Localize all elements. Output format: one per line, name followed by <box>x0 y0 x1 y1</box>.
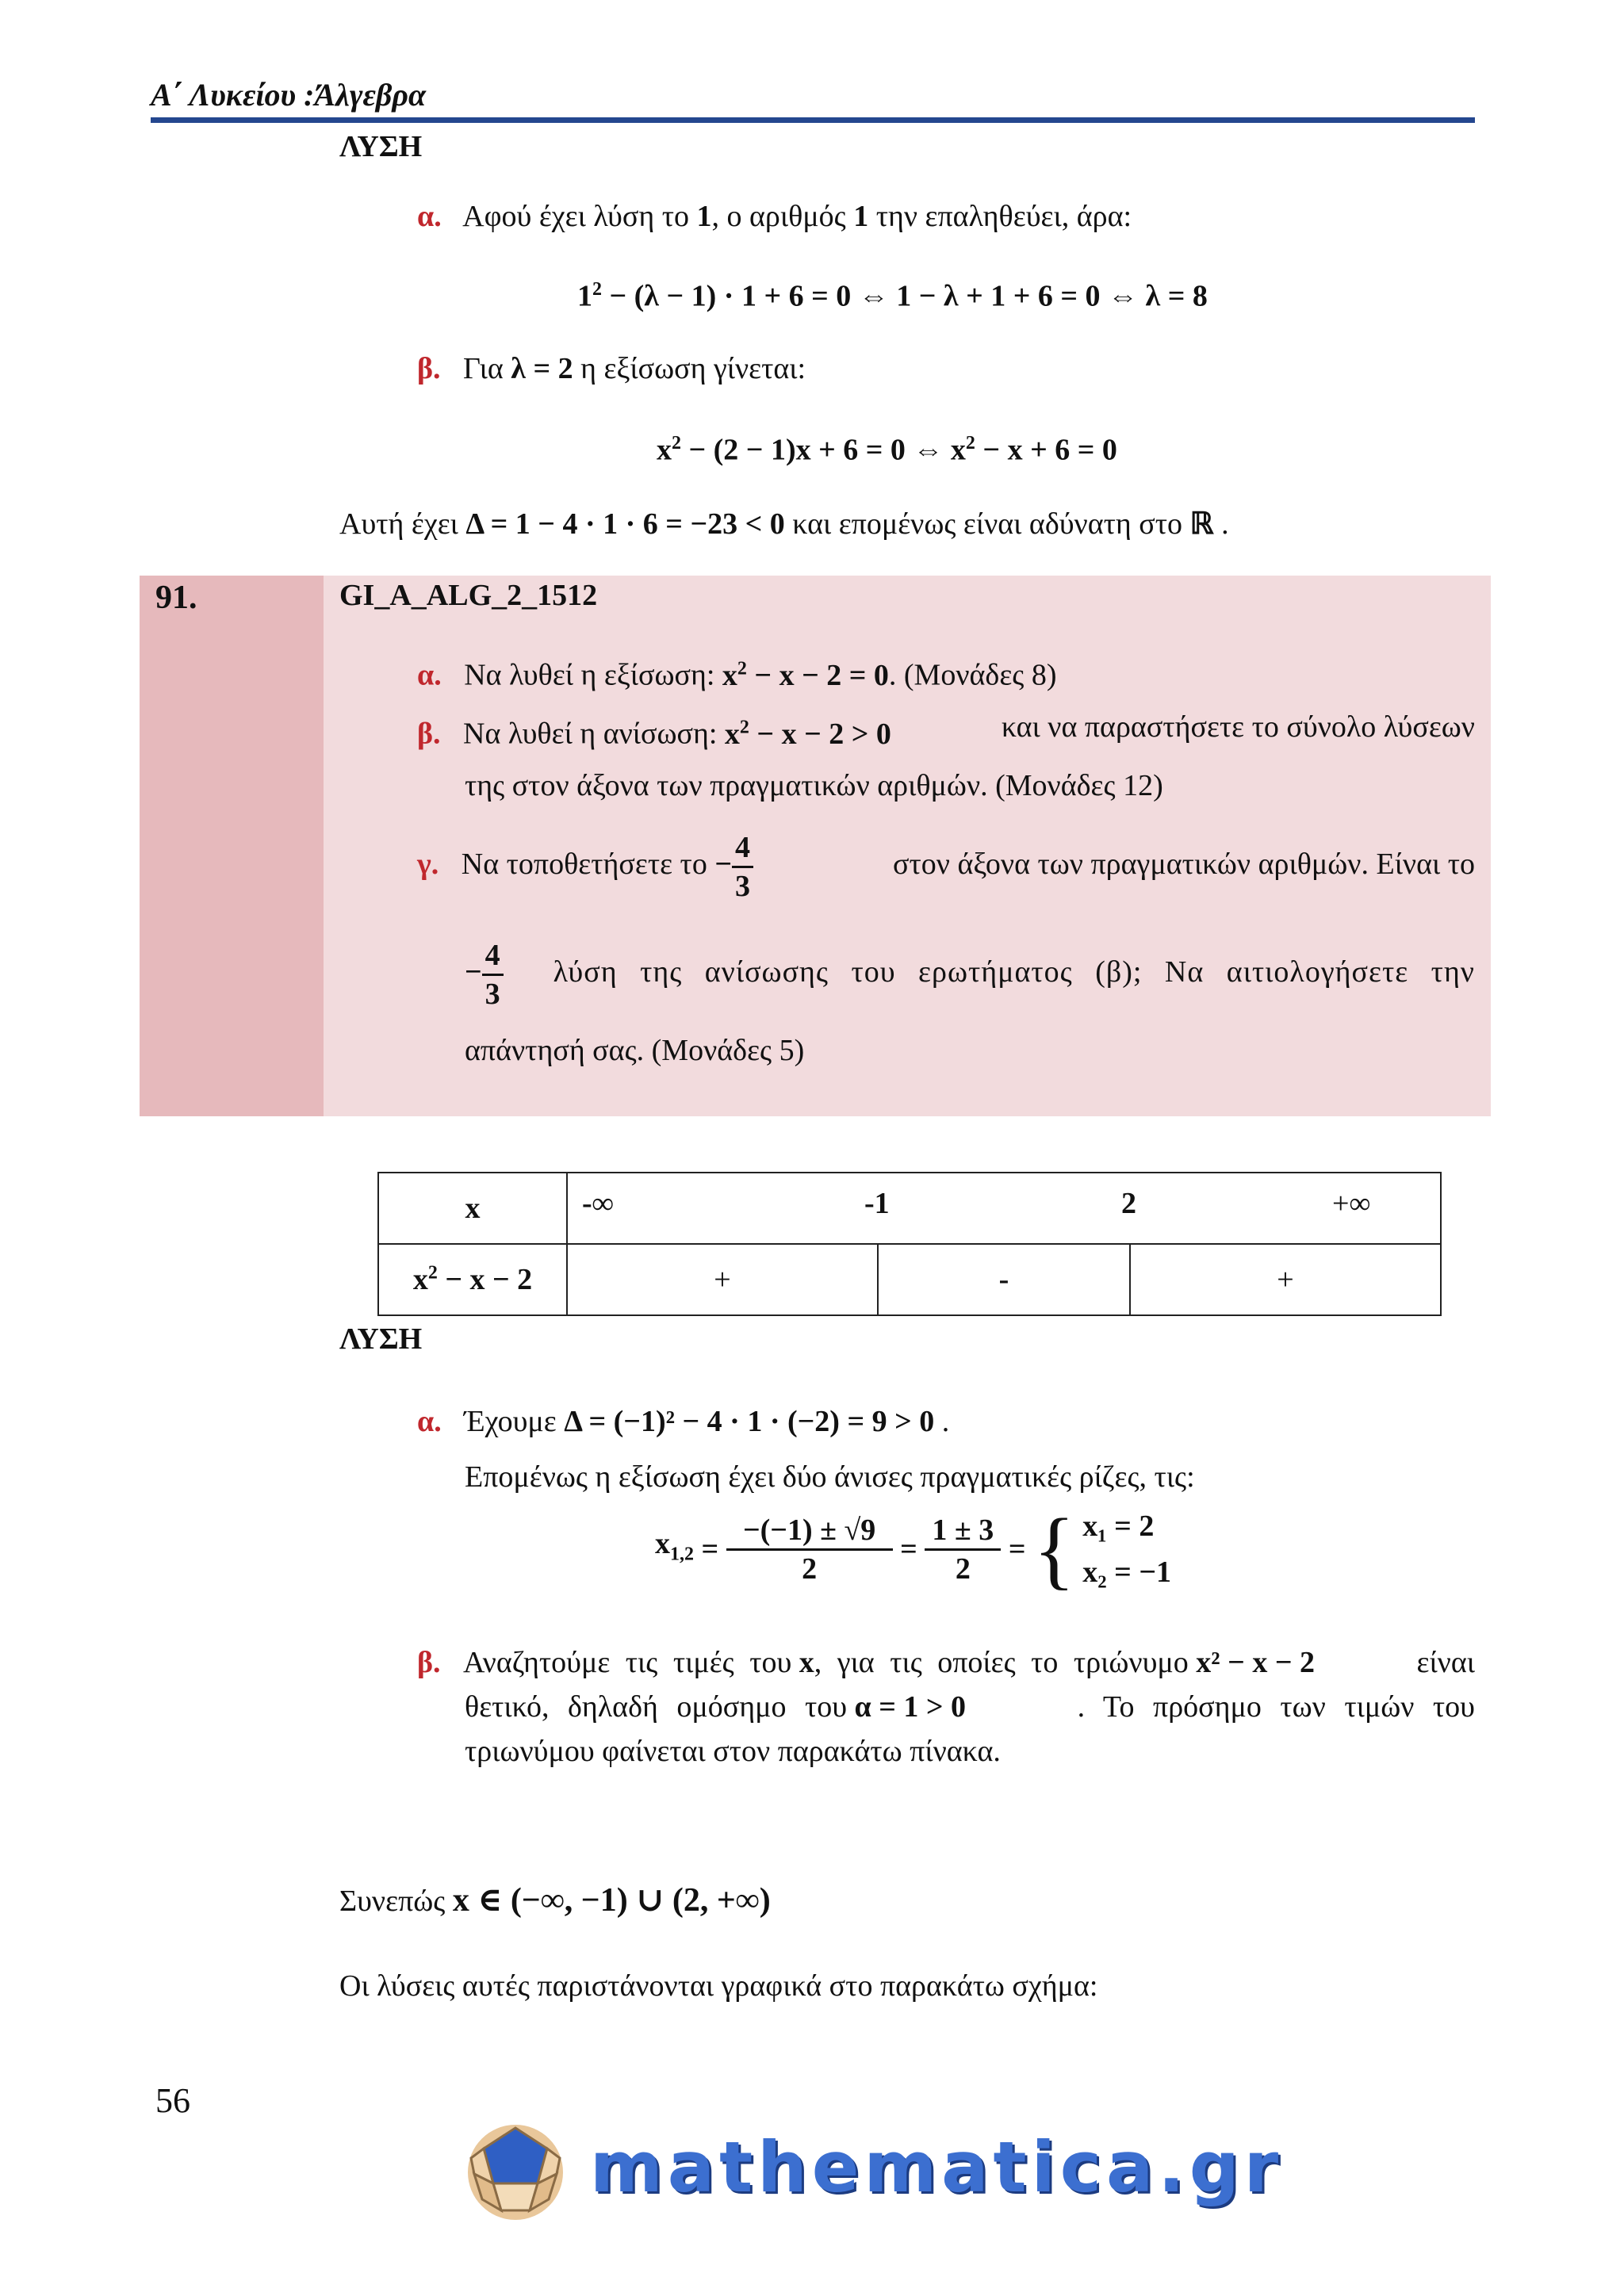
part-label: β. <box>417 717 441 751</box>
math: x <box>799 1646 814 1679</box>
text: Να λυθεί η ανίσωση: <box>463 717 718 751</box>
point-root-1: -1 <box>864 1187 890 1220</box>
text: Να τοποθετήσετε το <box>461 848 707 881</box>
math: − x − 2 <box>437 1263 533 1296</box>
math: Δ = (−1)² − 4 · 1 · (−2) = 9 > 0 <box>564 1405 935 1438</box>
text: . <box>1221 507 1229 541</box>
numerator: 1 ± 3 <box>925 1512 1001 1551</box>
text: την επαληθεύει, άρα: <box>875 200 1132 233</box>
math: 1 <box>853 200 869 233</box>
solution2-therefore <box>339 1881 771 1921</box>
page-number: 56 <box>155 2081 190 2120</box>
math: x <box>722 658 737 692</box>
sign-table <box>377 1172 1442 1316</box>
point-minus-infinity: -∞ <box>582 1187 614 1220</box>
solution2-part-b-line1 <box>417 1643 1475 1682</box>
equals-sign: = <box>1008 1533 1026 1566</box>
text: Αφού έχει λύση το <box>462 200 689 233</box>
exercise-number: 91. <box>155 580 197 616</box>
exercise-part-b-line2: της στον άξονα των πραγματικών αριθμών. (Μονάδες 12) <box>465 769 1163 802</box>
point-root-2: 2 <box>1121 1187 1136 1220</box>
math: x <box>655 1527 670 1561</box>
superscript: 2 <box>427 1262 438 1284</box>
fraction <box>925 1512 1001 1587</box>
math: 1 <box>696 200 712 233</box>
math: − x + 6 = 0 <box>975 433 1117 467</box>
text: , ο αριθμός <box>711 200 846 233</box>
solution2-part-b-line2 <box>465 1687 1475 1727</box>
text: Για <box>463 352 504 385</box>
math: α = 1 > 0 <box>854 1690 967 1724</box>
math: x ∈ (−∞, −1) ∪ (2, +∞) <box>452 1882 771 1919</box>
exercise-part-c-line3: απάντησή σας. (Μονάδες 5) <box>465 1034 805 1067</box>
math: x <box>657 433 672 467</box>
text: Συνεπώς <box>339 1885 446 1918</box>
solution1-part-a <box>417 197 1132 236</box>
math: − (λ − 1) · 1 + 6 = 0 ⇔ 1 − λ + 1 + 6 = 0 ⇔ λ = 8 <box>602 279 1208 313</box>
equals-sign: = <box>900 1533 917 1566</box>
solution2-final-text: Οι λύσεις αυτές παριστάνονται γραφικά στο παρακάτω σχήμα: <box>339 1969 1098 2003</box>
text: . <box>941 1405 950 1438</box>
text: . Το πρόσημο των τιμών του <box>1077 1690 1475 1724</box>
part-label: β. <box>417 1646 441 1679</box>
minus-sign: − <box>465 955 482 989</box>
denominator: 2 <box>955 1552 971 1586</box>
numerator: 4 <box>482 937 504 976</box>
superscript: 2 <box>737 658 747 679</box>
math: − x − 2 > 0 <box>749 717 891 751</box>
text: και να παραστήσετε το σύνολο λύσεων <box>1001 710 1475 744</box>
superscript: 2 <box>965 433 975 453</box>
part-label: α. <box>417 1405 442 1438</box>
text: στον άξονα των πραγματικών αριθμών. Είναι το <box>893 848 1475 881</box>
text: Αυτή έχει <box>339 507 458 541</box>
text: Αναζητούμε τις τιμές του <box>463 1646 792 1679</box>
solution2-part-b-line3: τριωνύμου φαίνεται στον παρακάτω πίνακα. <box>465 1735 1001 1768</box>
text: λύση της ανίσωσης του ερωτήματος (β); Να αιτιολογήσετε την <box>553 955 1475 989</box>
solution2-part-a <box>417 1402 949 1441</box>
roots-list <box>1082 1503 1171 1595</box>
text: . (Μονάδες 8) <box>888 658 1057 692</box>
root: x₂ = −1 <box>1082 1556 1171 1589</box>
set-symbol: ℝ <box>1189 507 1214 541</box>
part-label: α. <box>417 658 442 692</box>
solution1-equation-b <box>657 423 1117 470</box>
text: θετικό, δηλαδή ομόσημο του <box>465 1690 848 1724</box>
page-header-title: Α΄ Λυκείου :Άλγεβρα <box>151 77 427 113</box>
math: λ = 2 <box>511 352 573 385</box>
exercise-part-c <box>417 825 1475 905</box>
math <box>655 1524 694 1575</box>
denominator: 2 <box>802 1552 818 1586</box>
row-label-trinomial <box>378 1244 567 1315</box>
subscript: 1,2 <box>670 1544 694 1565</box>
fraction <box>726 1512 893 1587</box>
roots-formula <box>655 1501 1171 1598</box>
solution-heading: ΛΥΣΗ <box>339 1322 423 1356</box>
sign-cell: + <box>1130 1244 1441 1315</box>
exercise-code: GI_A_ALG_2_1512 <box>339 579 598 612</box>
superscript: 2 <box>739 717 749 737</box>
solution1-part-b <box>417 349 806 388</box>
math <box>722 659 889 692</box>
table-row <box>378 1173 1441 1244</box>
exercise-number-cell <box>140 576 324 1116</box>
denominator: 3 <box>485 977 500 1011</box>
polyhedron-logo-icon <box>465 2122 566 2223</box>
solution2-part-a-line2: Επομένως η εξίσωση έχει δύο άνισες πραγματικές ρίζες, τις: <box>465 1460 1195 1494</box>
sign-cell: - <box>878 1244 1130 1315</box>
table-row <box>378 1244 1441 1315</box>
site-logo-text: mathematica.gr <box>590 2126 1284 2208</box>
sign-cell: + <box>567 1244 878 1315</box>
text: και επομένως είναι αδύνατη στο <box>792 507 1183 541</box>
superscript: 2 <box>592 279 602 300</box>
math: − (2 − 1)x + 6 = 0 ⇔ x <box>681 433 966 467</box>
brace-icon: { <box>1032 1501 1075 1598</box>
minus-sign: − <box>714 848 732 881</box>
root: x₁ = 2 <box>1082 1510 1155 1543</box>
denominator: 3 <box>735 869 750 903</box>
fraction <box>482 937 504 1012</box>
solution-heading: ΛΥΣΗ <box>339 130 423 163</box>
superscript: 2 <box>672 433 681 453</box>
header-rule <box>151 117 1475 123</box>
math: x <box>412 1263 428 1296</box>
text: Να λυθεί η εξίσωση: <box>464 658 715 692</box>
math: − x − 2 = 0 <box>746 658 889 692</box>
text: Έχουμε <box>464 1405 557 1438</box>
exercise-part-a <box>417 649 1057 695</box>
text: , για τις οποίες το τριώνυμο <box>814 1646 1189 1679</box>
text: η εξίσωση γίνεται: <box>580 352 806 385</box>
solution1-conclusion <box>339 504 1229 544</box>
part-label: γ. <box>417 848 439 881</box>
x-points-cell <box>567 1173 1441 1244</box>
fraction <box>732 829 753 905</box>
math: 1 <box>577 279 592 313</box>
math: x² − x − 2 <box>1196 1646 1315 1679</box>
numerator: −(−1) ± √9 <box>726 1512 893 1551</box>
equals-sign: = <box>701 1533 719 1566</box>
math: Δ = 1 − 4 · 1 · 6 = −23 < 0 <box>465 507 785 541</box>
solution1-equation-a <box>577 270 1208 316</box>
point-plus-infinity: +∞ <box>1332 1187 1371 1220</box>
math: x <box>724 717 740 751</box>
part-label: β. <box>417 352 441 385</box>
math <box>725 718 891 751</box>
exercise-part-b <box>417 707 1475 754</box>
text: είναι <box>1416 1646 1475 1679</box>
row-label-x: x <box>378 1173 567 1244</box>
numerator: 4 <box>732 829 753 868</box>
part-label: α. <box>417 200 442 233</box>
exercise-part-c-line2 <box>465 932 1475 1012</box>
